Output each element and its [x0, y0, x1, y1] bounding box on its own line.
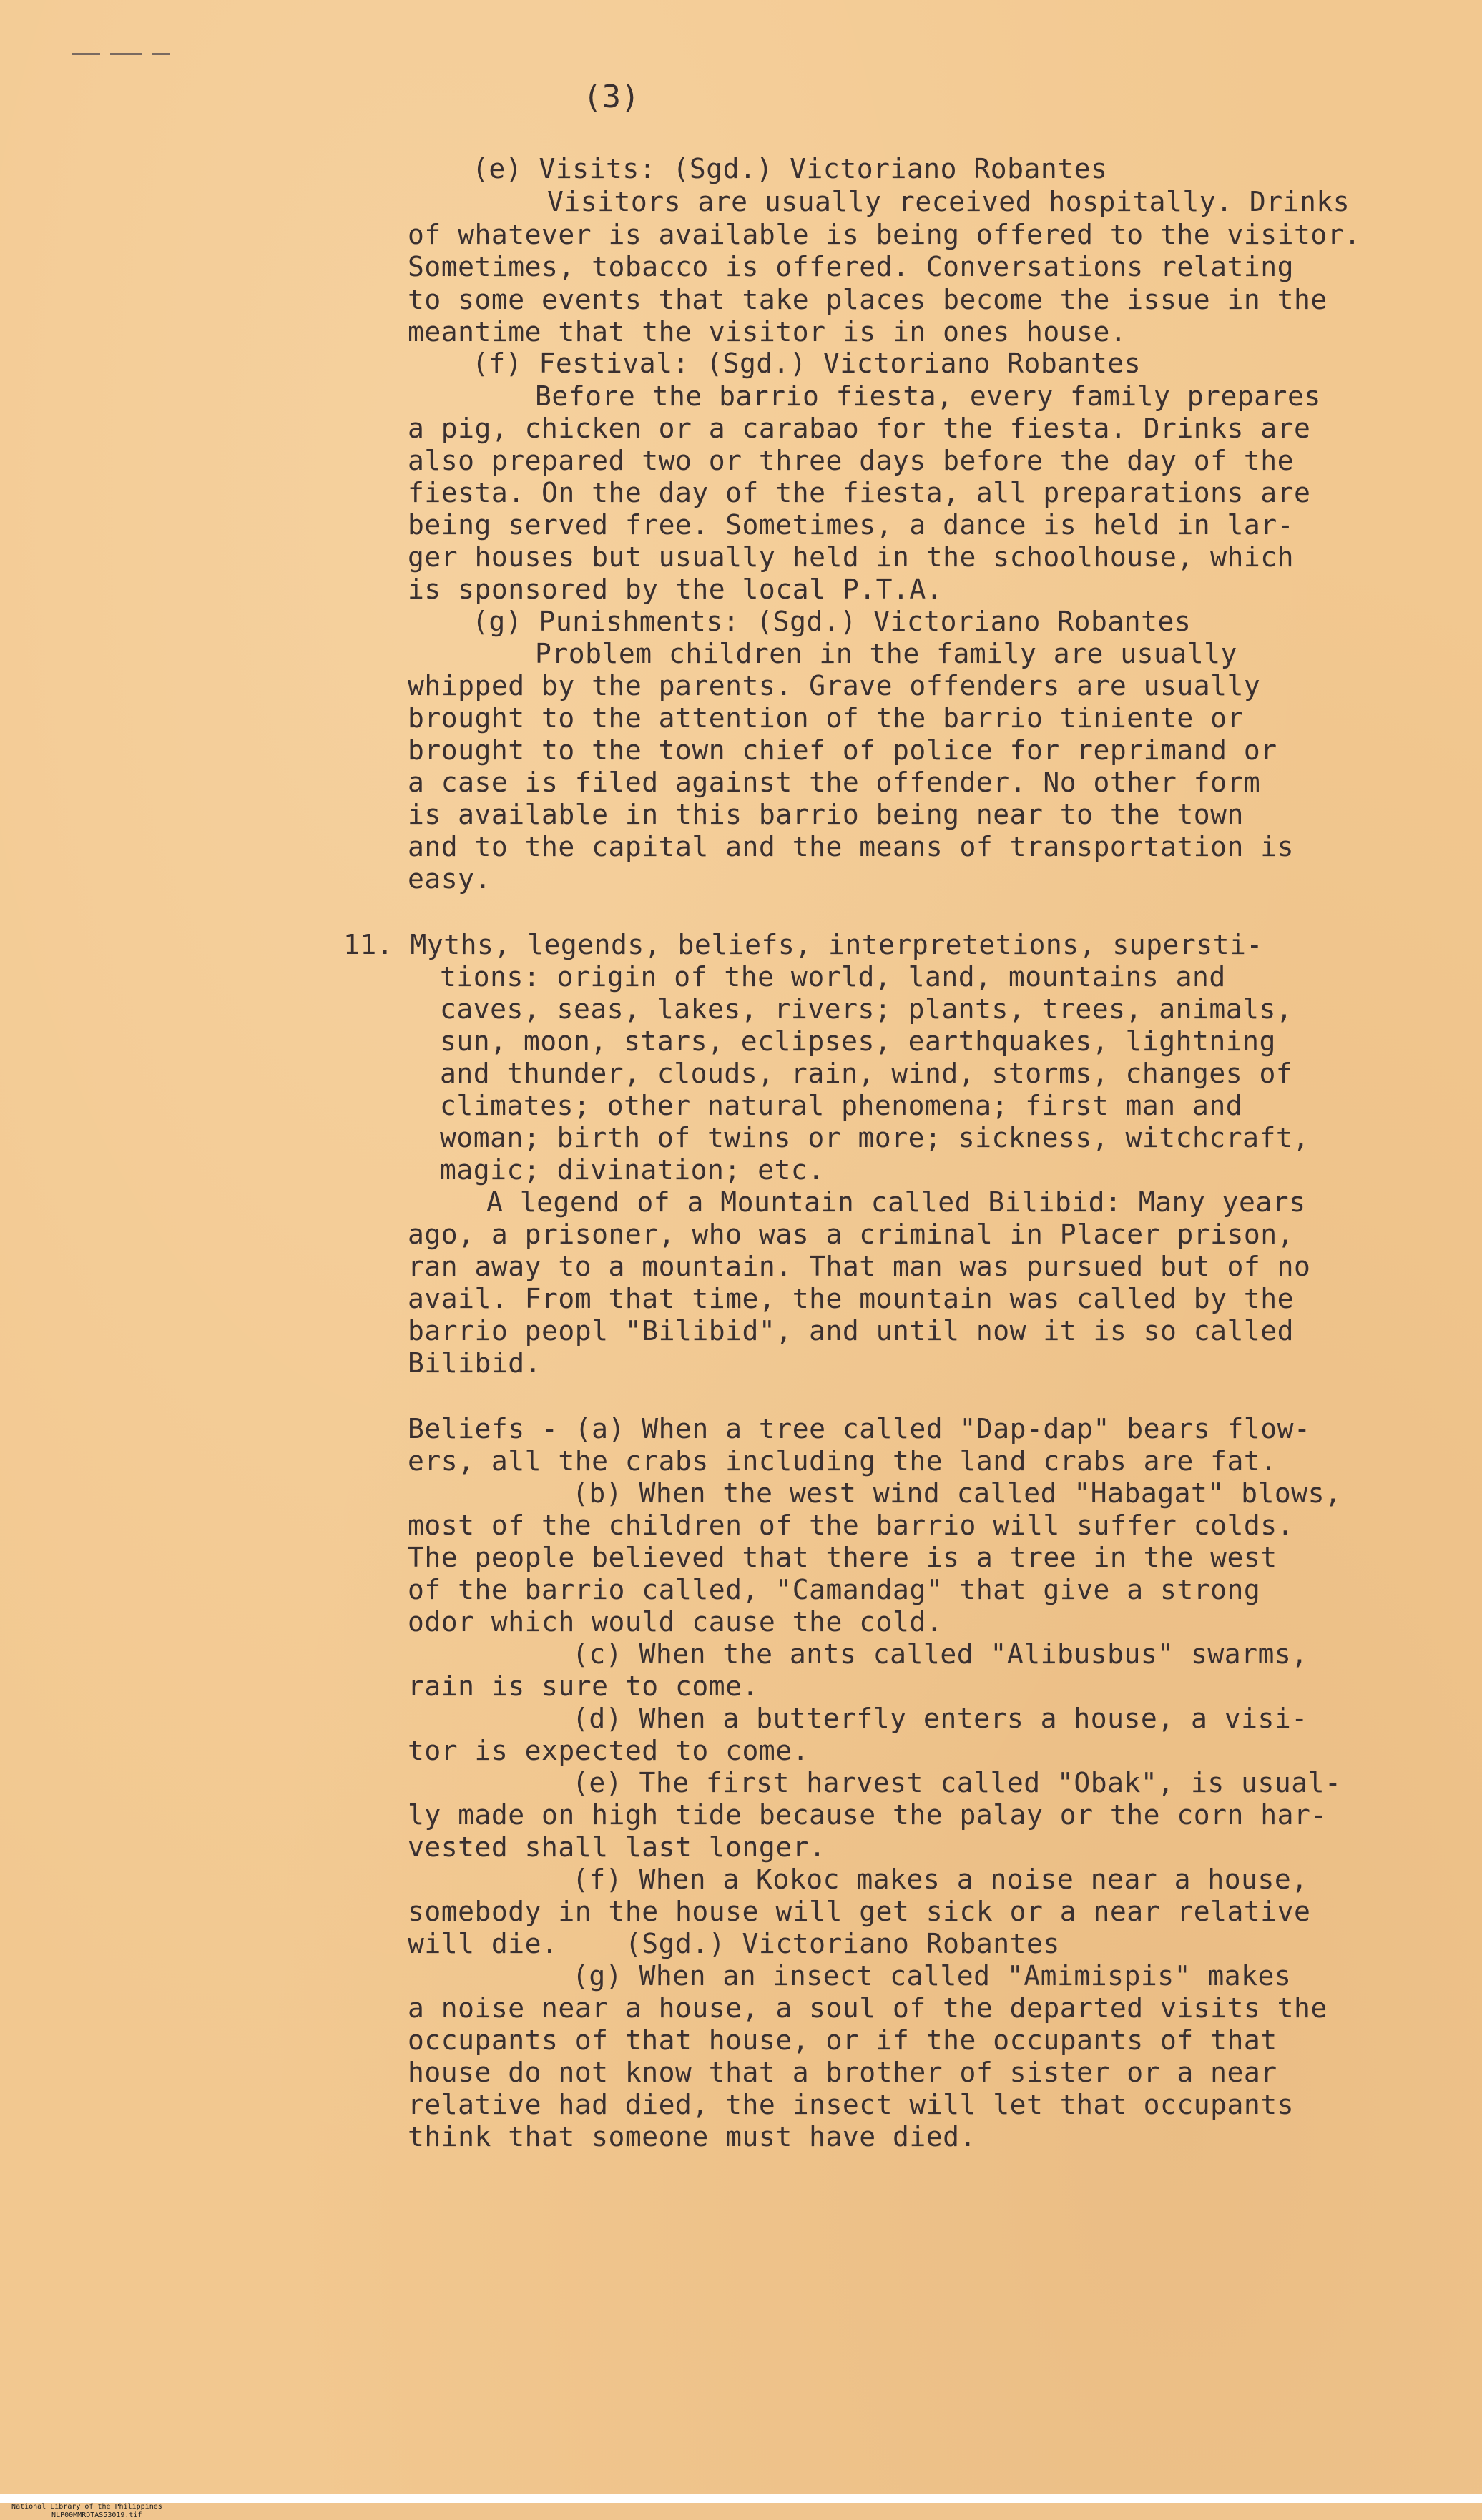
text-line: woman; birth of twins or more; sickness, witchcraft,	[440, 1122, 1310, 1153]
text-line: Visitors are usually received hospitally. Drinks	[547, 186, 1350, 217]
text-line: of whatever is available is being offered to the visitor.	[408, 219, 1361, 250]
text-line: ger houses but usually held in the schoolhouse, which	[408, 541, 1295, 573]
text-line: (f) When a Kokoc makes a noise near a house,	[572, 1864, 1308, 1895]
text-line: tions: origin of the world, land, mountains and	[440, 961, 1226, 993]
page-number: (3)	[583, 79, 640, 115]
text-line: ers, all the crabs including the land crabs are fat.	[408, 1445, 1277, 1477]
text-line: somebody in the house will get sick or a near relative	[408, 1896, 1311, 1927]
text-line: brought to the attention of the barrio tiniente or	[408, 702, 1244, 734]
text-line: relative had died, the insect will let that occupants	[408, 2089, 1295, 2120]
text-line: sun, moon, stars, eclipses, earthquakes, lightning	[440, 1025, 1276, 1057]
text-line: vested shall last longer.	[408, 1831, 826, 1863]
text-line: (d) When a butterfly enters a house, a visi-	[572, 1703, 1308, 1734]
text-line: (g) Punishments: (Sgd.) Victoriano Robantes	[472, 606, 1192, 637]
text-line: ly made on high tide because the palay or the corn har-	[408, 1799, 1328, 1831]
text-line: 11. Myths, legends, beliefs, interpretetions, supersti-	[343, 929, 1263, 960]
text-line: fiesta. On the day of the fiesta, all preparations are	[408, 477, 1311, 508]
text-line: odor which would cause the cold.	[408, 1606, 943, 1638]
text-line: Before the barrio fiesta, every family prepares	[535, 380, 1321, 412]
text-line: whipped by the parents. Grave offenders are usually	[408, 670, 1261, 702]
text-line: caves, seas, lakes, rivers; plants, trees, animals,	[440, 993, 1293, 1025]
text-line: ran away to a mountain. That man was pursued but of no	[408, 1251, 1311, 1282]
text-line: and to the capital and the means of transportation is	[408, 831, 1295, 862]
corner-marks	[72, 46, 186, 51]
text-line: of the barrio called, "Camandag" that give a strong	[408, 1574, 1261, 1605]
scan-footer	[0, 2494, 1482, 2519]
text-line: (b) When the west wind called "Habagat" blows,	[572, 1477, 1342, 1509]
text-line: Beliefs - (a) When a tree called "Dap-dap" bears flow-	[408, 1413, 1311, 1444]
text-line: occupants of that house, or if the occupants of that	[408, 2024, 1277, 2056]
text-line: to some events that take places become the issue in the	[408, 284, 1328, 315]
text-line: is sponsored by the local P.T.A.	[408, 574, 943, 605]
text-line: climates; other natural phenomena; first man and	[440, 1090, 1243, 1121]
text-line: (f) Festival: (Sgd.) Victoriano Robantes	[472, 348, 1142, 379]
text-line: will die. (Sgd.) Victoriano Robantes	[408, 1928, 1060, 1959]
text-line: (e) Visits: (Sgd.) Victoriano Robantes	[472, 153, 1108, 184]
text-line: a noise near a house, a soul of the departed visits the	[408, 1992, 1328, 2024]
text-line: (e) The first harvest called "Obak", is usual-	[572, 1767, 1342, 1798]
text-line: Bilibid.	[408, 1347, 542, 1379]
text-line: tor is expected to come.	[408, 1735, 810, 1766]
text-line: and thunder, clouds, rain, wind, storms, changes of	[440, 1058, 1293, 1089]
text-line: think that someone must have died.	[408, 2121, 976, 2152]
text-line: Sometimes, tobacco is offered. Conversations relating	[408, 251, 1295, 282]
text-line: a case is filed against the offender. No other form	[408, 767, 1261, 798]
text-line: rain is sure to come.	[408, 1670, 759, 1702]
text-line: Problem children in the family are usually	[535, 638, 1237, 669]
text-line: a pig, chicken or a carabao for the fiesta. Drinks are	[408, 413, 1311, 444]
text-line: (c) When the ants called "Alibusbus" swarms,	[572, 1638, 1308, 1670]
text-line: (g) When an insect called "Amimispis" makes	[572, 1960, 1292, 1992]
text-line: avail. From that time, the mountain was called by the	[408, 1283, 1295, 1314]
text-line: The people believed that there is a tree in the west	[408, 1542, 1277, 1573]
text-line: being served free. Sometimes, a dance is held in lar-	[408, 509, 1295, 541]
text-line: meantime that the visitor is in ones house.	[408, 316, 1127, 348]
text-line: is available in this barrio being near to the town	[408, 799, 1244, 830]
text-line: also prepared two or three days before the day of the	[408, 445, 1295, 476]
text-line: barrio peopl "Bilibid", and until now it is so called	[408, 1315, 1295, 1347]
footer-institution: National Library of the Philippines	[11, 2503, 162, 2511]
text-line: brought to the town chief of police for reprimand or	[408, 734, 1277, 766]
footer-filename: NLP00MMRDTAS53019.tif	[51, 2511, 142, 2519]
text-line: easy.	[408, 863, 491, 895]
text-line: A legend of a Mountain called Bilibid: Many years	[486, 1186, 1306, 1218]
text-line: ago, a prisoner, who was a criminal in Placer prison,	[408, 1219, 1295, 1250]
text-line: most of the children of the barrio will suffer colds.	[408, 1510, 1295, 1541]
text-line: house do not know that a brother of sister or a near	[408, 2057, 1277, 2088]
text-line: magic; divination; etc.	[440, 1154, 825, 1186]
